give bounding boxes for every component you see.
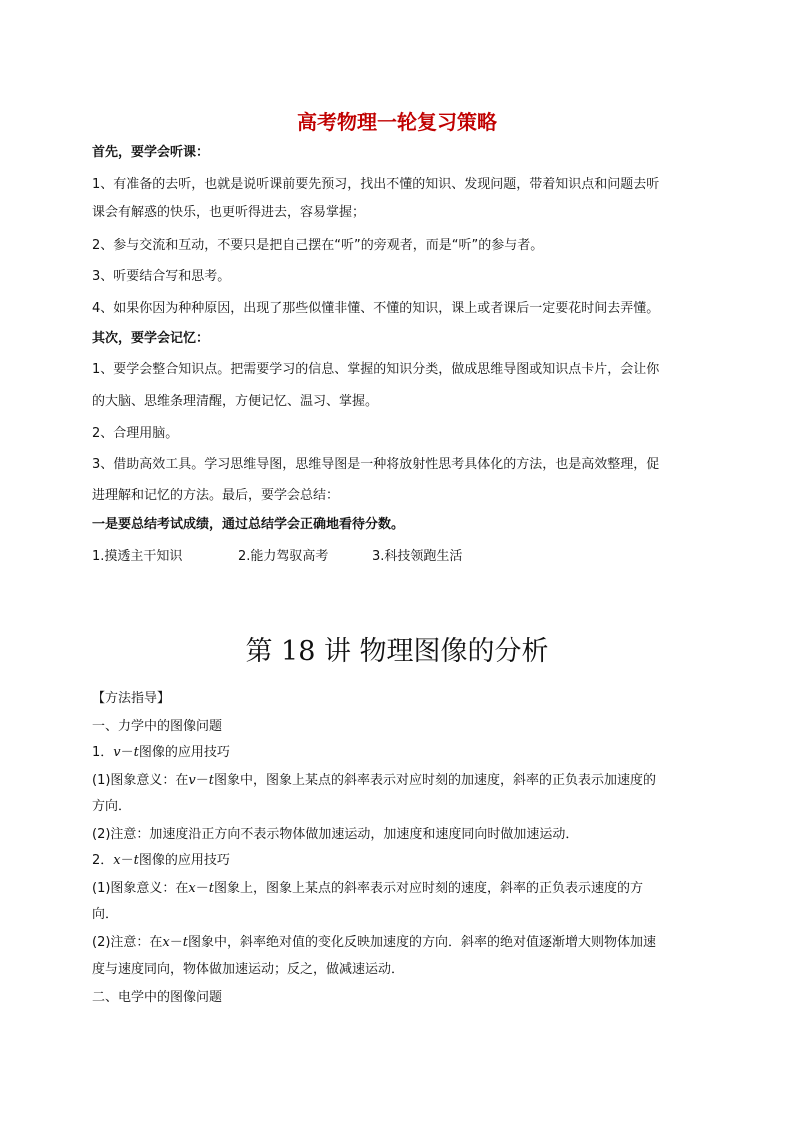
section1-p4: 4、如果你因为种种原因，出现了那些似懂非懂、不懂的知识，课上或者课后一定要花时间去弄懂。 <box>92 301 660 316</box>
section2-p1-line2: 的大脑、思维条理清醒，方便记忆、温习、掌握。 <box>92 394 379 409</box>
text-run: (2)注意：在 <box>92 935 163 950</box>
tip-item: 3.科技领跑生活 <box>372 549 463 564</box>
text-run: － <box>120 853 134 868</box>
section1-p3: 3、听要结合写和思考。 <box>92 269 231 284</box>
summary-line: 一是要总结考试成绩，通过总结学会正确地看待分数。 <box>92 517 405 532</box>
subsection1-heading <box>92 744 230 762</box>
section2-p2: 2、合理用脑。 <box>92 426 179 441</box>
math-var: t <box>133 853 139 868</box>
section1-p2: 2、参与交流和互动，不要只是把自己摆在“听”的旁观者，而是“听”的参与者。 <box>92 238 544 253</box>
text-run: 图像的应用技巧 <box>138 745 230 760</box>
math-var: t <box>208 773 215 788</box>
text-run: － <box>195 773 209 788</box>
math-var: v <box>188 773 196 788</box>
section2-p1-line1: 1、要学会整合知识点。把需要学习的信息、掌握的知识分类，做成思维导图或知识点卡片，会让你 <box>92 362 660 377</box>
tip-item: 1.摸透主干知识 <box>92 549 183 564</box>
text-run: 图象中，图象上某点的斜率表示对应时刻的加速度，斜率的正负表示加速度的 <box>214 773 657 788</box>
section2-p3-line1: 3、借助高效工具。学习思维导图，思维导图是一种将放射性思考具体化的方法，也是高效整理，促 <box>92 457 660 472</box>
text-run: 2． <box>92 853 114 868</box>
section1-p1-line1: 1、有准备的去听，也就是说听课前要先预习，找出不懂的知识、发现问题，带着知识点和问题去听 <box>92 177 660 192</box>
text-run: 图象上，图象上某点的斜率表示对应时刻的速度，斜率的正负表示速度的方 <box>214 881 644 896</box>
subsection2-p2-line1 <box>92 934 656 952</box>
tip-item: 2.能力驾驭高考 <box>238 549 329 564</box>
text-run: (1)图象意义：在 <box>92 881 189 896</box>
subsection2-p2-line2: 度与速度同向，物体做加速运动；反之，做减速运动． <box>92 962 405 977</box>
document-title: 高考物理一轮复习策略 <box>297 110 497 134</box>
math-var: t <box>182 935 189 950</box>
subsection1-p2: (2)注意：加速度沿正方向不表示物体做加速运动，加速度和速度同向时做加速运动． <box>92 827 579 842</box>
math-var: x <box>113 853 121 868</box>
subsection1-p1-line2: 方向． <box>92 799 132 814</box>
text-run: － <box>120 745 134 760</box>
math-var: x <box>188 881 196 896</box>
part1-heading: 一、力学中的图像问题 <box>92 719 223 734</box>
method-heading: 【方法指导】 <box>92 691 171 706</box>
text-run: (1)图象意义：在 <box>92 773 189 788</box>
text-run: － <box>195 881 209 896</box>
lecture-title: 第 18 讲 物理图像的分析 <box>245 636 549 667</box>
text-run: 图象中，斜率绝对值的变化反映加速度的方向．斜率的绝对值逐渐增大则物体加速 <box>188 935 657 950</box>
text-run: － <box>169 935 183 950</box>
math-var: t <box>133 745 139 760</box>
math-var: t <box>208 881 215 896</box>
section2-heading: 其次，要学会记忆： <box>92 331 210 346</box>
text-run: 图像的应用技巧 <box>138 853 230 868</box>
subsection2-p1-line2: 向． <box>92 907 119 922</box>
subsection1-p1-line1 <box>92 772 656 790</box>
section2-p3-line2: 进理解和记忆的方法。最后，要学会总结： <box>92 488 340 503</box>
section1-heading: 首先，要学会听课： <box>92 145 210 160</box>
section1-p1-line2: 课会有解惑的快乐，也更听得进去，容易掌握； <box>92 205 366 220</box>
text-run: 1． <box>92 745 114 760</box>
math-var: v <box>113 745 121 760</box>
math-var: x <box>162 935 170 950</box>
subsection2-heading <box>92 852 230 870</box>
part2-heading: 二、电学中的图像问题 <box>92 990 223 1005</box>
subsection2-p1-line1 <box>92 880 643 898</box>
